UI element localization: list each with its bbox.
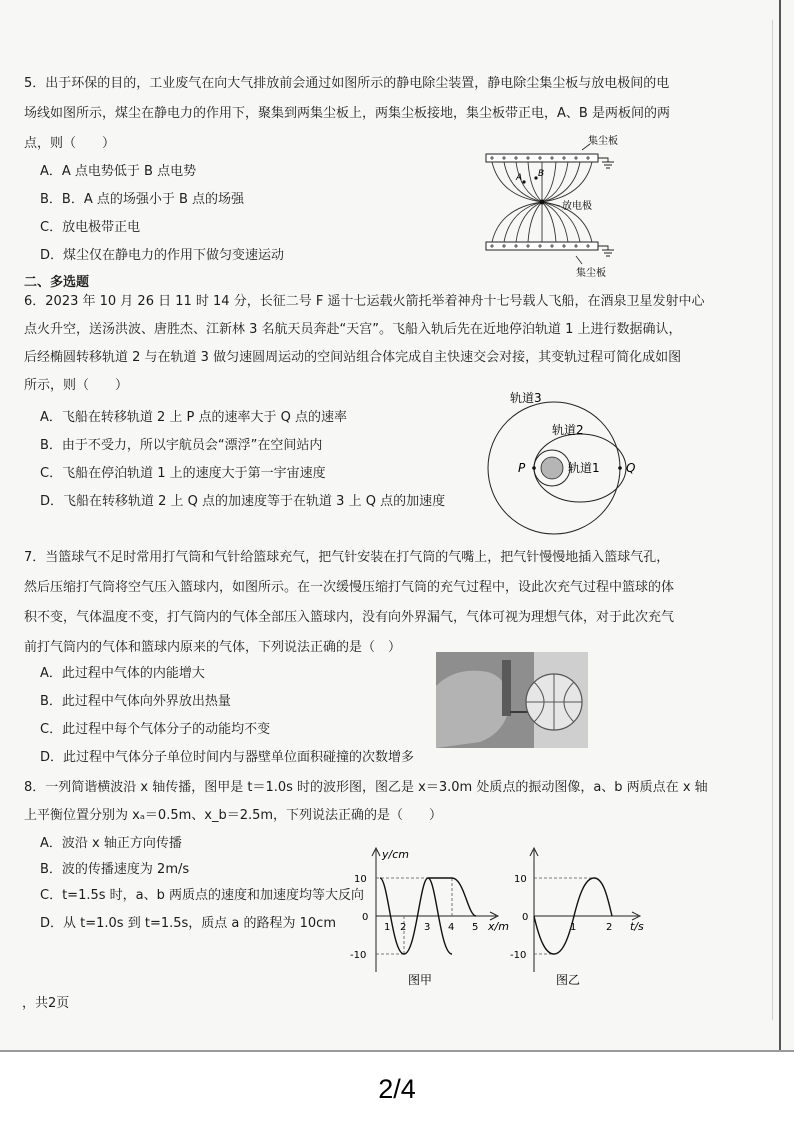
q6-option-c: C．飞船在停泊轨道 1 上的速度大于第一宇宙速度	[40, 466, 326, 481]
q6-stem-line-3: 后经椭圆转移轨道 2 与在轨道 3 做匀速圆周运动的空间站组合体完成自主快速交会对接，其变轨过程可简化成如图	[24, 350, 682, 365]
q7-option-b: B．此过程中气体向外界放出热量	[40, 694, 231, 709]
q5-stem-line-1: 5．出于环保的目的，工业废气在向大气排放前会通过如图所示的静电除尘装置，静电除尘集尘板与放电极间的电	[24, 76, 670, 91]
graph-a-x-tick-4: 4	[448, 922, 455, 933]
graph-a-x-label: x/m	[488, 920, 509, 933]
graph-a-x-tick-3: 3	[424, 922, 431, 933]
graph-a-y-axis	[372, 848, 380, 972]
q6-orbit-figure	[486, 386, 658, 548]
graph-a-x-tick-5: 5	[472, 922, 479, 933]
section-heading-multiple-choice: 二、多选题	[24, 275, 90, 290]
label-electrode: 放电极	[562, 201, 592, 212]
label-q: Q	[626, 461, 636, 475]
q5-option-d: D．煤尘仅在静电力的作用下做匀变速运动	[40, 248, 285, 263]
q7-option-c: C．此过程中每个气体分子的动能均不变	[40, 722, 271, 737]
point-a	[522, 180, 525, 183]
ground-top	[598, 158, 614, 168]
pump-hose	[502, 660, 511, 716]
q7-stem-line-2: 然后压缩打气筒将空气压入篮球内，如图所示。在一次缓慢压缩打气筒的充气过程中，设此次充气过程中篮球的体	[24, 580, 675, 595]
q6-option-b: B．由于不受力，所以宇航员会“漂浮”在空间站内	[40, 438, 323, 453]
label-b: B	[538, 169, 545, 179]
q5-option-a: A．A 点电势低于 B 点电势	[40, 164, 197, 179]
ground-bottom	[598, 246, 614, 256]
q8-option-d: D．从 t=1.0s 到 t=1.5s，质点 a 的路程为 10cm	[40, 916, 336, 931]
q8-option-a: A．波沿 x 轴正方向传播	[40, 836, 182, 851]
q5-stem-line-3: 点，则（ ）	[24, 136, 116, 151]
discharge-electrode	[540, 200, 545, 205]
q5-option-c: C．放电极带正电	[40, 220, 141, 235]
graph-a-y-tick-0: 0	[362, 912, 369, 923]
label-orbit-2: 轨道2	[552, 423, 584, 437]
page-footer-note: ，共2页	[22, 996, 70, 1011]
q5-option-b: B．B．A 点的场强小于 B 点的场强	[40, 192, 245, 207]
graph-b-x-tick-2: 2	[606, 922, 613, 933]
graph-a-x-tick-2: 2	[400, 922, 407, 933]
label-orbit-1: 轨道1	[568, 461, 600, 475]
page-edge-bottom	[0, 1050, 794, 1052]
point-p	[532, 466, 536, 470]
q7-option-d: D．此过程中气体分子单位时间内与器壁单位面积碰撞的次数增多	[40, 750, 415, 765]
q8-graph-b	[504, 842, 654, 992]
label-orbit-3: 轨道3	[510, 391, 542, 405]
label-top-plate: 集尘板	[588, 136, 618, 147]
graph-a-x-tick-1: 1	[384, 922, 391, 933]
q8-stem-line-2: 上平衡位置分别为 xₐ＝0.5m、x_b＝2.5m，下列说法正确的是（ ）	[24, 808, 443, 823]
label-a: A	[516, 173, 523, 183]
q8-option-c: C．t=1.5s 时，a、b 两质点的速度和加速度均等大反向	[40, 888, 364, 903]
q6-option-a: A．飞船在转移轨道 2 上 P 点的速率大于 Q 点的速率	[40, 410, 348, 425]
graph-a-caption: 图甲	[408, 973, 433, 987]
q8-option-b: B．波的传播速度为 2m/s	[40, 862, 190, 877]
q6-option-d: D．飞船在转移轨道 2 上 Q 点的加速度等于在轨道 3 上 Q 点的加速度	[40, 494, 446, 509]
q7-stem-line-3: 积不变，气体温度不变，打气筒内的气体全部压入篮球内，没有向外界漏气，气体可视为理想气体，对于此次充气	[24, 610, 675, 625]
graph-b-x-tick-1: 1	[570, 922, 577, 933]
q7-stem-line-4: 前打气筒内的气体和篮球内原来的气体，下列说法正确的是（ ）	[24, 640, 402, 655]
graph-a-y-tick-neg10: -10	[350, 950, 367, 961]
q6-stem-line-1: 6．2023 年 10 月 26 日 11 时 14 分，长征二号 F 遥十七运载火箭托举着神舟十七号载人飞船，在酒泉卫星发射中心	[24, 294, 705, 309]
page-number: 2/4	[378, 1074, 416, 1104]
point-q	[618, 466, 622, 470]
graph-b-caption: 图乙	[556, 973, 581, 987]
page-edge-right	[779, 0, 781, 1052]
q7-option-a: A．此过程中气体的内能增大	[40, 666, 205, 681]
basketball-seams	[526, 674, 582, 730]
q8-graph-a	[340, 842, 520, 992]
q6-stem-line-2: 点火升空，送汤洪波、唐胜杰、江新林 3 名航天员奔赴“天宫”。飞船入轨后先在近地停泊轨道 1 上进行数据确认，	[24, 322, 682, 337]
q8-stem-line-1: 8．一列简谐横波沿 x 轴传播，图甲是 t＝1.0s 时的波形图，图乙是 x＝3.0m 处质点的振动图像，a、b 两质点在 x 轴	[24, 780, 708, 795]
graph-b-y-tick-neg10: -10	[510, 950, 527, 961]
page-edge-shadow	[772, 20, 773, 1020]
label-p: P	[518, 461, 526, 475]
q6-stem-line-4: 所示，则（ ）	[24, 378, 129, 393]
graph-a-x-axis	[376, 912, 498, 920]
graph-b-x-axis	[534, 912, 640, 920]
graph-b-y-tick-10: 10	[514, 874, 527, 885]
q7-stem-line-1: 7．当篮球气不足时常用打气筒和气针给篮球充气，把气针安装在打气筒的气嘴上，把气针慢慢地插入篮球气孔，	[24, 550, 670, 565]
label-bottom-plate: 集尘板	[576, 268, 606, 278]
graph-a-y-tick-10: 10	[354, 874, 367, 885]
graph-b-x-label: t/s	[630, 920, 644, 933]
earth	[541, 457, 563, 479]
q5-precipitator-figure	[478, 130, 648, 278]
graph-a-y-label: y/cm	[382, 848, 409, 861]
q7-basketball-photo	[436, 652, 588, 748]
graph-b-y-tick-0: 0	[522, 912, 529, 923]
graph-b-y-axis	[530, 848, 538, 972]
q5-stem-line-2: 场线如图所示，煤尘在静电力的作用下，聚集到两集尘板上，两集尘板接地，集尘板带正电，A、B 是两板间的两	[24, 106, 670, 121]
